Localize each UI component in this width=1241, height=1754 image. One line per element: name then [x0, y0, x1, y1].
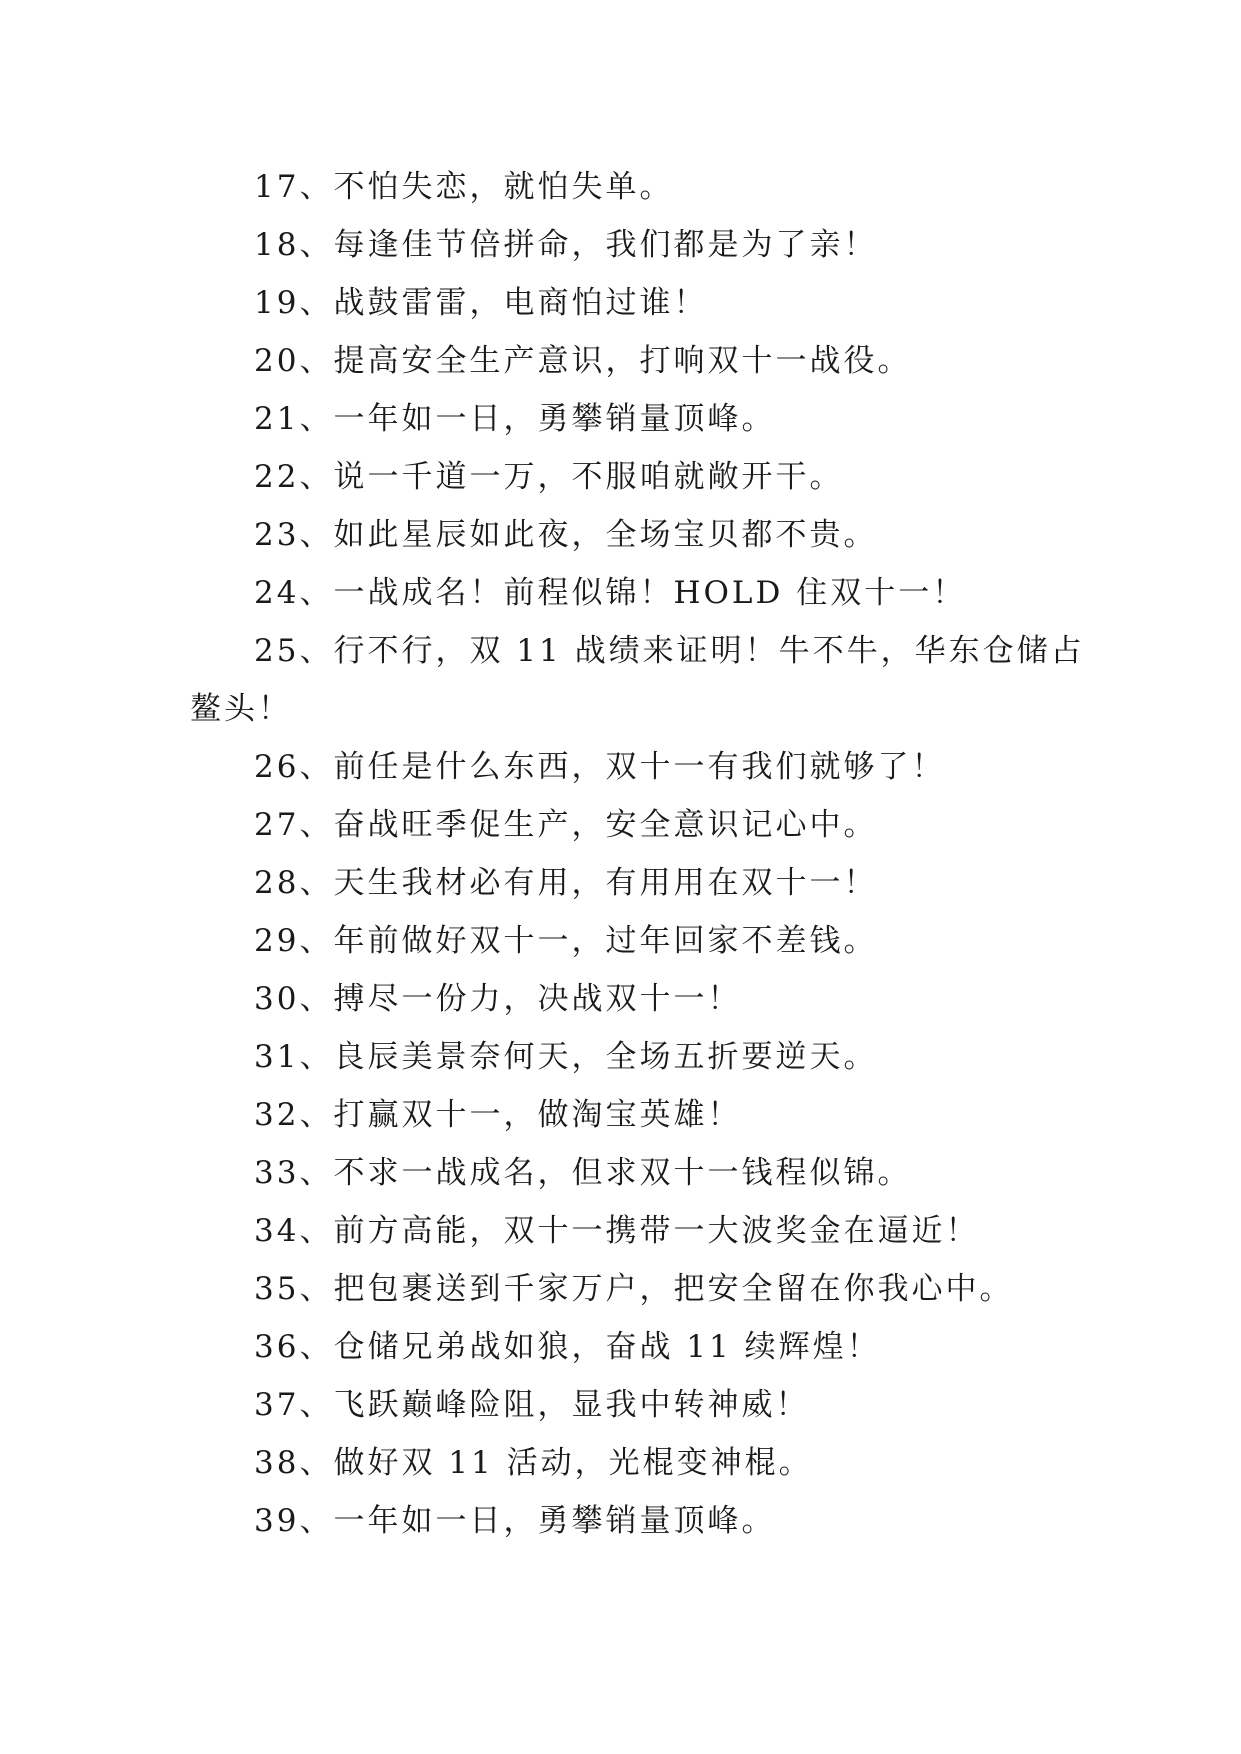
slogan-line: 29、年前做好双十一，过年回家不差钱。 — [254, 923, 878, 959]
slogan-line: 31、良辰美景奈何天，全场五折要逆天。 — [254, 1039, 878, 1075]
slogan-line: 28、天生我材必有用，有用用在双十一！ — [254, 865, 878, 901]
slogan-line: 24、一战成名！前程似锦！HOLD 住双十一！ — [254, 575, 967, 611]
slogan-line: 38、做好双 11 活动，光棍变神棍。 — [254, 1445, 813, 1481]
slogan-line: 23、如此星辰如此夜，全场宝贝都不贵。 — [254, 517, 878, 553]
slogan-line: 35、把包裹送到千家万户，把安全留在你我心中。 — [254, 1271, 1014, 1307]
slogan-line: 19、战鼓雷雷，电商怕过谁！ — [254, 285, 708, 321]
slogan-line: 20、提高安全生产意识，打响双十一战役。 — [254, 343, 912, 379]
slogan-line: 17、不怕失恋，就怕失单。 — [254, 169, 674, 205]
slogan-line: 33、不求一战成名，但求双十一钱程似锦。 — [254, 1155, 912, 1191]
slogan-line: 34、前方高能，双十一携带一大波奖金在逼近！ — [254, 1213, 980, 1249]
slogan-line: 21、一年如一日，勇攀销量顶峰。 — [254, 401, 776, 437]
slogan-line: 26、前任是什么东西，双十一有我们就够了！ — [254, 749, 946, 785]
slogan-line-continuation: 鳌头！ — [190, 691, 292, 727]
slogan-line: 32、打赢双十一，做淘宝英雄！ — [254, 1097, 742, 1133]
slogan-line: 27、奋战旺季促生产，安全意识记心中。 — [254, 807, 878, 843]
slogan-line: 18、每逢佳节倍拼命，我们都是为了亲！ — [254, 227, 878, 263]
slogan-line: 25、行不行，双 11 战绩来证明！牛不牛，华东仓储占 — [254, 633, 1085, 669]
slogan-line: 36、仓储兄弟战如狼，奋战 11 续辉煌！ — [254, 1329, 881, 1365]
slogan-line: 37、飞跃巅峰险阻，显我中转神威！ — [254, 1387, 810, 1423]
document-body — [190, 158, 1085, 1550]
slogan-line: 30、搏尽一份力，决战双十一！ — [254, 981, 742, 1017]
slogan-line: 39、一年如一日，勇攀销量顶峰。 — [254, 1503, 776, 1539]
slogan-line: 22、说一千道一万，不服咱就敞开干。 — [254, 459, 844, 495]
